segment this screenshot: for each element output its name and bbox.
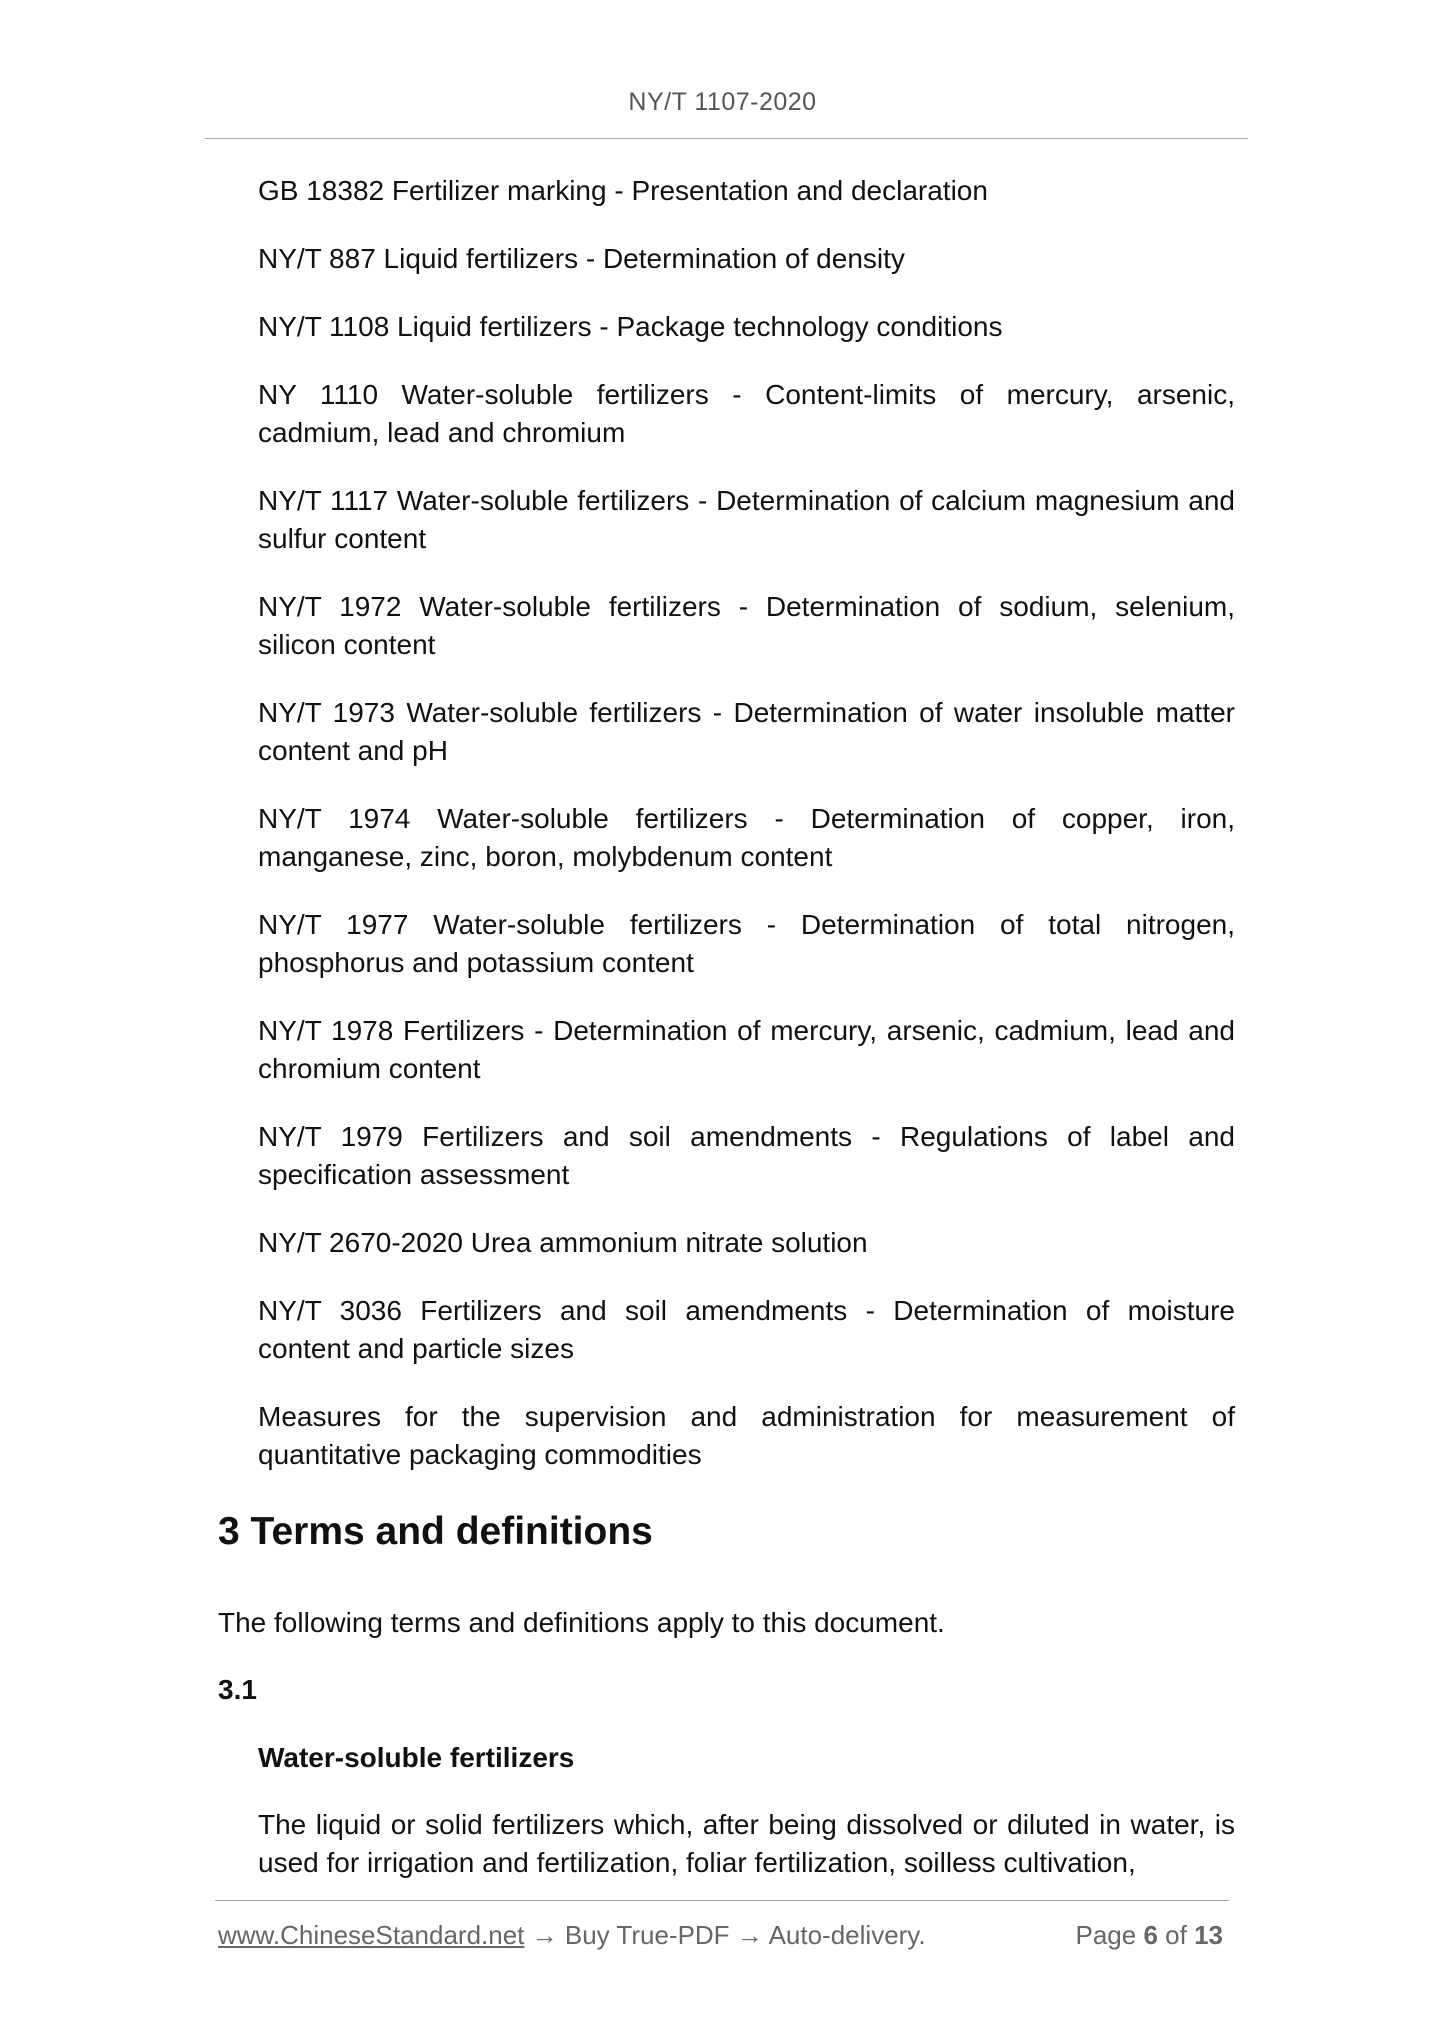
reference-item: NY 1110 Water-soluble fertilizers - Content-limits of mercury, arsenic, cadmium, lead and chromium: [258, 379, 1235, 448]
normative-references-list: [258, 172, 1235, 1504]
reference-item: NY/T 1973 Water-soluble fertilizers - Determination of water insoluble matter content and pH: [258, 697, 1235, 766]
current-page-number: 6: [1143, 1920, 1158, 1950]
reference-item: NY/T 1979 Fertilizers and soil amendments - Regulations of label and specification assessment: [258, 1121, 1235, 1190]
term-number: 3.1: [218, 1674, 257, 1705]
website-link[interactable]: www.ChineseStandard.net: [218, 1920, 525, 1950]
reference-item: NY/T 887 Liquid fertilizers - Determination of density: [258, 243, 905, 274]
section-intro: The following terms and definitions apply to this document.: [218, 1607, 945, 1638]
reference-item: NY/T 1974 Water-soluble fertilizers - Determination of copper, iron, manganese, zinc, boron, molybdenum content: [258, 803, 1235, 872]
reference-item: NY/T 1977 Water-soluble fertilizers - Determination of total nitrogen, phosphorus and potassium content: [258, 909, 1235, 978]
reference-item: Measures for the supervision and administration for measurement of quantitative packaging commodities: [258, 1401, 1235, 1470]
reference-item: NY/T 1117 Water-soluble fertilizers - Determination of calcium magnesium and sulfur content: [258, 485, 1235, 554]
reference-item: NY/T 3036 Fertilizers and soil amendments - Determination of moisture content and particle sizes: [258, 1295, 1235, 1364]
header-divider: [205, 138, 1248, 139]
reference-item: NY/T 1108 Liquid fertilizers - Package technology conditions: [258, 311, 1003, 342]
page-label: Page: [1075, 1920, 1137, 1950]
total-pages-number: 13: [1194, 1920, 1223, 1950]
reference-item: NY/T 1978 Fertilizers - Determination of mercury, arsenic, cadmium, lead and chromium content: [258, 1015, 1235, 1084]
section-heading: 3 Terms and definitions: [218, 1510, 653, 1553]
page-of-label: of: [1165, 1920, 1187, 1950]
reference-item: GB 18382 Fertilizer marking - Presentation and declaration: [258, 175, 988, 206]
footer-divider: [215, 1900, 1229, 1901]
reference-item: NY/T 2670-2020 Urea ammonium nitrate solution: [258, 1227, 868, 1258]
page-indicator: [1075, 1918, 1223, 1952]
footer-promo-text: → Buy True-PDF → Auto-delivery.: [524, 1920, 926, 1950]
reference-item: NY/T 1972 Water-soluble fertilizers - Determination of sodium, selenium, silicon content: [258, 591, 1235, 660]
footer-promo: [218, 1918, 926, 1952]
term-title: Water-soluble fertilizers: [258, 1742, 575, 1773]
term-definition: The liquid or solid fertilizers which, after being dissolved or diluted in water, is used for irrigation and fertilization, foliar fertilization, soilless cultivation,: [258, 1809, 1235, 1878]
document-code-header: NY/T 1107-2020: [628, 88, 817, 116]
